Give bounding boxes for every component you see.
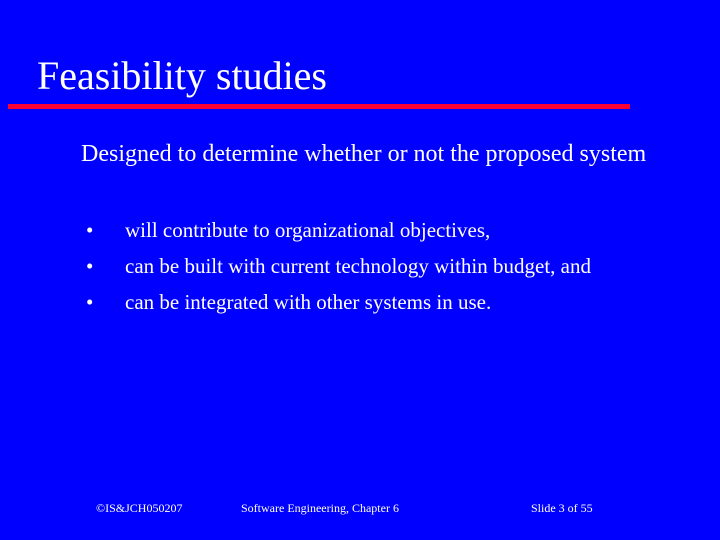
bullet-text: will contribute to organizational objectives,: [125, 218, 491, 242]
bullet-marker: •: [86, 290, 94, 314]
footer-slide-number: Slide 3 of 55: [531, 501, 593, 515]
bullet-item: [86, 212, 591, 248]
bullet-item: [86, 284, 591, 320]
bullet-text: can be built with current technology within budget, and: [125, 254, 591, 278]
bullet-item: [86, 248, 591, 284]
footer-copyright: ©IS&JCH050207: [96, 501, 183, 515]
bullet-marker: •: [86, 254, 94, 278]
bullet-marker: •: [86, 218, 94, 242]
slide-title: Feasibility studies: [37, 53, 327, 98]
bullet-list: [86, 212, 591, 320]
lead-paragraph: Designed to determine whether or not the proposed system: [81, 141, 647, 167]
bullet-text: can be integrated with other systems in use.: [125, 290, 492, 314]
title-underline-rule: [8, 104, 630, 109]
footer-course-title: Software Engineering, Chapter 6: [241, 501, 399, 515]
